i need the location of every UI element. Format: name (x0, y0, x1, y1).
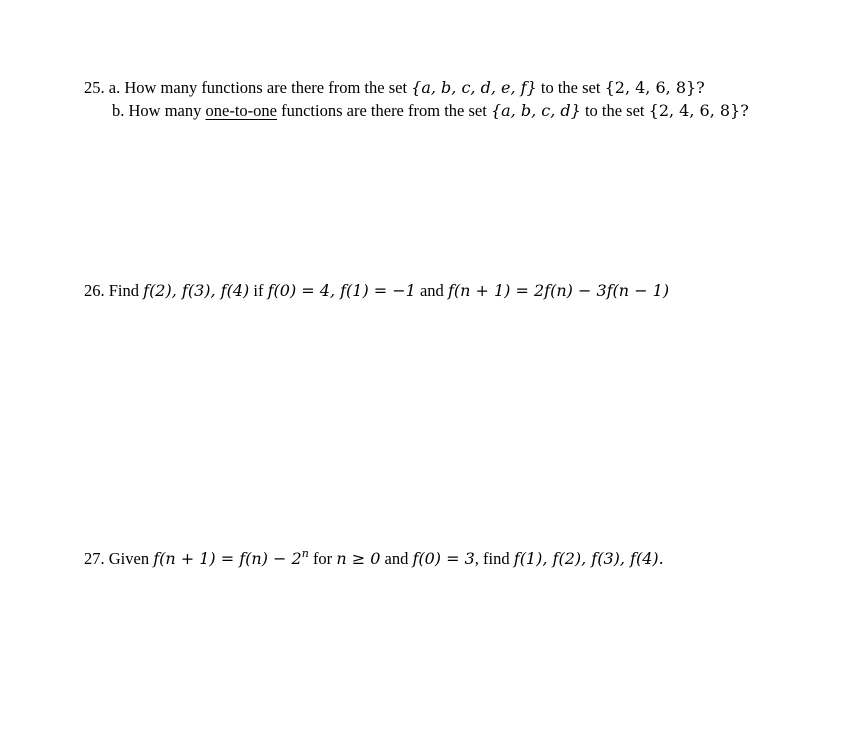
question-text: How many (128, 101, 202, 120)
question-text: , find (474, 549, 510, 568)
underlined-term: one-to-one (205, 101, 277, 120)
question-text: How many functions are there from the set (124, 78, 408, 97)
part-label: b. (112, 101, 125, 120)
question-text: and (419, 281, 444, 300)
question-text: if (253, 281, 264, 300)
domain-set: {a, b, c, d} (490, 101, 581, 120)
recurrence-relation (153, 549, 309, 568)
question-text: to the set (584, 101, 645, 120)
problem-27 (84, 547, 664, 570)
find-expression: f(1), f(2), f(3), f(4). (513, 549, 664, 568)
exponent: n (301, 547, 309, 560)
codomain-set: {2, 4, 6, 8}? (648, 101, 749, 120)
problem-27-line (84, 547, 664, 570)
part-label: a. (108, 78, 121, 97)
problem-26-line (84, 279, 669, 302)
question-text: to the set (540, 78, 601, 97)
problem-25a-line (84, 76, 749, 99)
question-text: and (384, 549, 409, 568)
problem-25 (84, 76, 749, 122)
question-text: Given (108, 549, 150, 568)
recurrence-relation: f(n + 1) = 2f(n) − 3f(n − 1) (447, 281, 670, 300)
domain-set: {a, b, c, d, e, f} (411, 78, 537, 97)
question-text: functions are there from the set (281, 101, 487, 120)
problem-26 (84, 279, 669, 302)
codomain-set: {2, 4, 6, 8}? (604, 78, 705, 97)
problem-number: 27. (84, 549, 105, 568)
question-text: for (312, 549, 333, 568)
initial-value: f(0) = 3 (412, 549, 475, 568)
question-text: Find (108, 281, 140, 300)
given-values: f(0) = 4, f(1) = −1 (267, 281, 416, 300)
problem-number: 25. (84, 78, 105, 97)
problem-number: 26. (84, 281, 105, 300)
condition: n ≥ 0 (336, 549, 381, 568)
find-expression: f(2), f(3), f(4) (143, 281, 250, 300)
recurrence-lhs: f(n + 1) = f(n) − 2 (153, 549, 302, 568)
problem-25b-line (84, 99, 749, 122)
